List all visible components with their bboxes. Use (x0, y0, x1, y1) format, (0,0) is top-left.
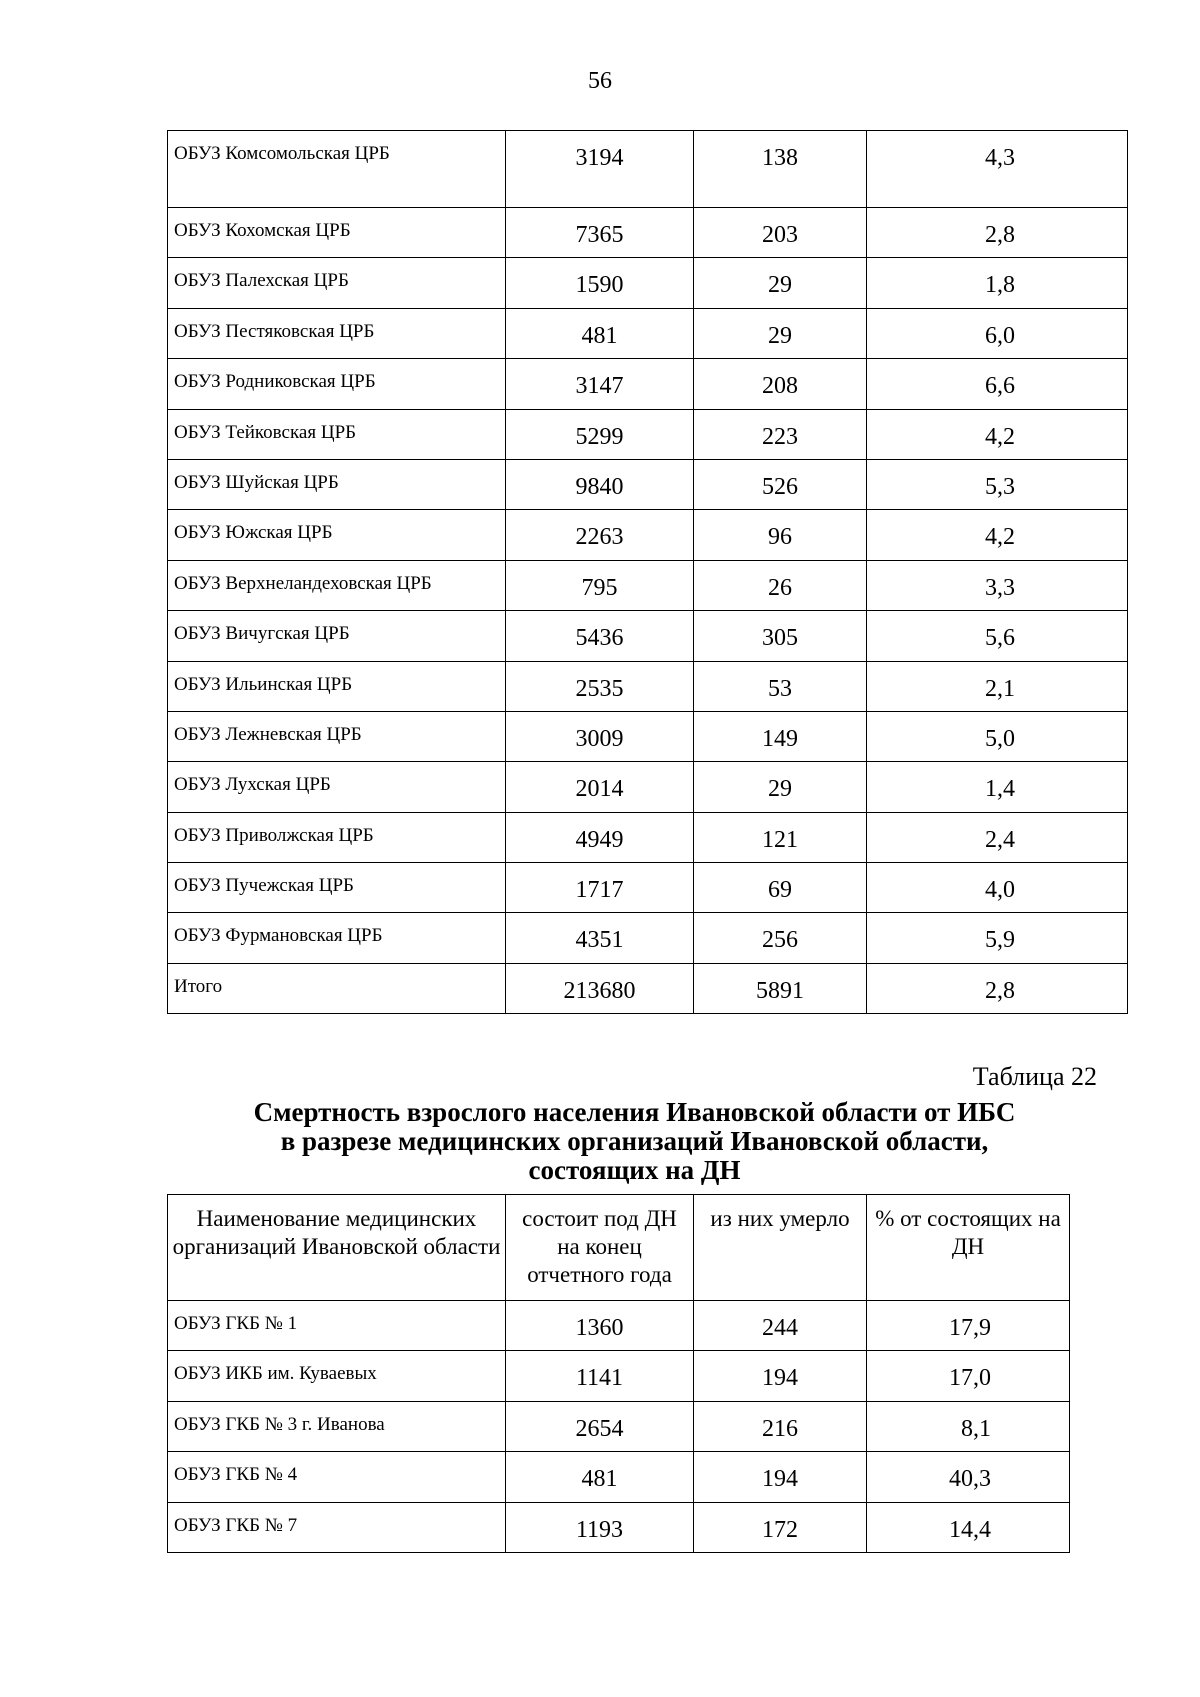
cell-value: 223 (694, 409, 867, 459)
cell-value: 1360 (506, 1301, 694, 1351)
table-row (168, 409, 1128, 459)
cell-value: 1590 (506, 258, 694, 308)
cell-value: 481 (506, 1452, 694, 1502)
cell-value: 481 (506, 308, 694, 358)
cell-organization: ОБУЗ Вичугская ЦРБ (168, 611, 506, 661)
table-row (168, 863, 1128, 913)
cell-percent: 17,0 (867, 1351, 1070, 1401)
cell-value: 2654 (506, 1401, 694, 1451)
cell-value: 3194 (506, 131, 694, 208)
table-row (168, 258, 1128, 308)
cell-organization: ОБУЗ Шуйская ЦРБ (168, 459, 506, 509)
cell-value: 5891 (694, 963, 867, 1013)
cell-value: 208 (694, 359, 867, 409)
cell-organization: ОБУЗ ГКБ № 7 (168, 1502, 506, 1552)
table-title-line: в разрезе медицинских организаций Ивановской области, (280, 1126, 989, 1156)
cell-percent: 6,6 (867, 359, 1128, 409)
cell-value: 3009 (506, 711, 694, 761)
cell-organization: ОБУЗ Приволжская ЦРБ (168, 812, 506, 862)
column-header-organization: Наименование медицинских организаций Ивановской области (168, 1195, 506, 1301)
column-header-died: из них умерло (694, 1195, 867, 1301)
table-row (168, 963, 1128, 1013)
cell-value: 29 (694, 258, 867, 308)
cell-organization: ОБУЗ Фурмановская ЦРБ (168, 913, 506, 963)
cell-value: 29 (694, 762, 867, 812)
table-row (168, 208, 1128, 258)
cell-percent: 6,0 (867, 308, 1128, 358)
cell-value: 96 (694, 510, 867, 560)
table-row (168, 459, 1128, 509)
table-row (168, 1301, 1070, 1351)
cell-value: 1141 (506, 1351, 694, 1401)
column-header-percent: % от состоящих на ДН (867, 1195, 1070, 1301)
table-row (168, 308, 1128, 358)
cell-value: 1193 (506, 1502, 694, 1552)
table-row (168, 1401, 1070, 1451)
cell-organization: ОБУЗ Комсомольская ЦРБ (168, 131, 506, 208)
cell-value: 53 (694, 661, 867, 711)
cell-percent: 1,4 (867, 762, 1128, 812)
cell-organization: ОБУЗ ИКБ им. Куваевых (168, 1351, 506, 1401)
table-ihd-mortality (167, 1194, 1070, 1553)
cell-value: 9840 (506, 459, 694, 509)
cell-value: 305 (694, 611, 867, 661)
cell-value: 172 (694, 1502, 867, 1552)
cell-value: 26 (694, 560, 867, 610)
cell-value: 526 (694, 459, 867, 509)
cell-organization: ОБУЗ Южская ЦРБ (168, 510, 506, 560)
cell-percent: 5,9 (867, 913, 1128, 963)
table-header-row (168, 1195, 1070, 1301)
cell-percent: 5,0 (867, 711, 1128, 761)
table-row (168, 510, 1128, 560)
cell-value: 1717 (506, 863, 694, 913)
table-title (167, 1098, 1102, 1185)
column-header-registered: состоит под ДН на конец отчетного года (506, 1195, 694, 1301)
cell-percent: 5,6 (867, 611, 1128, 661)
cell-value: 69 (694, 863, 867, 913)
table-row (168, 1452, 1070, 1502)
page-number: 56 (588, 68, 612, 94)
table-row (168, 711, 1128, 761)
table-row (168, 1351, 1070, 1401)
table-title-line: состоящих на ДН (528, 1155, 741, 1185)
table-body (168, 1301, 1070, 1553)
cell-percent: 8,1 (867, 1401, 1070, 1451)
table-row (168, 661, 1128, 711)
cell-percent: 3,3 (867, 560, 1128, 610)
cell-value: 795 (506, 560, 694, 610)
cell-organization: ОБУЗ ГКБ № 4 (168, 1452, 506, 1502)
cell-percent: 2,8 (867, 963, 1128, 1013)
cell-value: 121 (694, 812, 867, 862)
cell-value: 256 (694, 913, 867, 963)
cell-value: 2014 (506, 762, 694, 812)
cell-value: 149 (694, 711, 867, 761)
cell-value: 4351 (506, 913, 694, 963)
cell-percent: 2,8 (867, 208, 1128, 258)
cell-organization: ОБУЗ ГКБ № 1 (168, 1301, 506, 1351)
cell-value: 29 (694, 308, 867, 358)
cell-organization: ОБУЗ Палехская ЦРБ (168, 258, 506, 308)
cell-value: 203 (694, 208, 867, 258)
cell-percent: 4,3 (867, 131, 1128, 208)
table-row (168, 913, 1128, 963)
cell-value: 194 (694, 1351, 867, 1401)
table-row (168, 762, 1128, 812)
cell-value: 2263 (506, 510, 694, 560)
cell-percent: 1,8 (867, 258, 1128, 308)
cell-percent: 4,2 (867, 510, 1128, 560)
cell-percent: 5,3 (867, 459, 1128, 509)
cell-organization: ОБУЗ Пестяковская ЦРБ (168, 308, 506, 358)
cell-organization: ОБУЗ Пучежская ЦРБ (168, 863, 506, 913)
cell-value: 7365 (506, 208, 694, 258)
cell-value: 5299 (506, 409, 694, 459)
cell-organization: ОБУЗ ГКБ № 3 г. Иванова (168, 1401, 506, 1451)
table-mortality-continued (167, 130, 1128, 1014)
cell-value: 213680 (506, 963, 694, 1013)
cell-percent: 2,4 (867, 812, 1128, 862)
cell-percent: 17,9 (867, 1301, 1070, 1351)
cell-percent: 4,2 (867, 409, 1128, 459)
table-row (168, 812, 1128, 862)
cell-percent: 14,4 (867, 1502, 1070, 1552)
table-title-line: Смертность взрослого населения Ивановской области от ИБС (253, 1097, 1016, 1127)
table-row (168, 1502, 1070, 1552)
cell-percent: 40,3 (867, 1452, 1070, 1502)
cell-percent: 4,0 (867, 863, 1128, 913)
cell-value: 2535 (506, 661, 694, 711)
cell-organization: ОБУЗ Тейковская ЦРБ (168, 409, 506, 459)
table-row (168, 560, 1128, 610)
cell-percent: 2,1 (867, 661, 1128, 711)
cell-value: 216 (694, 1401, 867, 1451)
table-body (168, 131, 1128, 1014)
cell-value: 3147 (506, 359, 694, 409)
cell-organization: ОБУЗ Кохомская ЦРБ (168, 208, 506, 258)
cell-value: 5436 (506, 611, 694, 661)
cell-organization: ОБУЗ Лухская ЦРБ (168, 762, 506, 812)
cell-value: 194 (694, 1452, 867, 1502)
cell-organization: ОБУЗ Верхнеландеховская ЦРБ (168, 560, 506, 610)
cell-value: 138 (694, 131, 867, 208)
cell-organization: ОБУЗ Родниковская ЦРБ (168, 359, 506, 409)
cell-organization: Итого (168, 963, 506, 1013)
cell-organization: ОБУЗ Лежневская ЦРБ (168, 711, 506, 761)
table-row (168, 611, 1128, 661)
table-row (168, 359, 1128, 409)
cell-organization: ОБУЗ Ильинская ЦРБ (168, 661, 506, 711)
table-label: Таблица 22 (972, 1062, 1097, 1091)
cell-value: 4949 (506, 812, 694, 862)
table-row (168, 131, 1128, 208)
cell-value: 244 (694, 1301, 867, 1351)
